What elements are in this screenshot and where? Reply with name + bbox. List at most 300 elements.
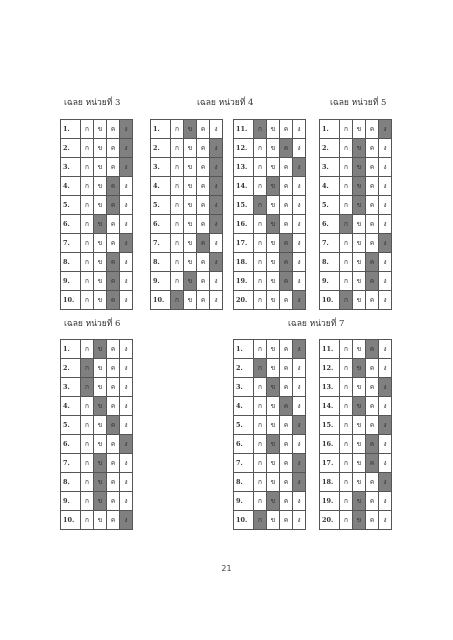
- answer-row: [61, 492, 133, 511]
- correct-choice-cell: ค: [366, 435, 379, 454]
- answer-row: [151, 158, 223, 177]
- choice-cell: ง: [379, 435, 392, 454]
- correct-choice-cell: ข: [184, 120, 197, 139]
- question-number: 4.: [151, 177, 171, 196]
- choice-cell: ค: [107, 158, 120, 177]
- correct-choice-cell: ข: [353, 139, 366, 158]
- answer-row: [61, 120, 133, 139]
- choice-cell: ค: [280, 473, 293, 492]
- choice-cell: ก: [340, 158, 353, 177]
- choice-cell: ก: [340, 253, 353, 272]
- choice-cell: ง: [379, 139, 392, 158]
- question-number: 19.: [234, 272, 254, 291]
- correct-choice-cell: ง: [379, 378, 392, 397]
- correct-choice-cell: ง: [293, 454, 306, 473]
- question-number: 14.: [320, 397, 340, 416]
- choice-cell: ก: [340, 234, 353, 253]
- choice-cell: ง: [120, 454, 133, 473]
- answer-row: [151, 177, 223, 196]
- question-number: 18.: [234, 253, 254, 272]
- choice-cell: ค: [280, 340, 293, 359]
- choice-cell: ค: [366, 473, 379, 492]
- choice-cell: ก: [340, 359, 353, 378]
- choice-cell: ง: [293, 139, 306, 158]
- correct-choice-cell: ข: [267, 215, 280, 234]
- question-number: 9.: [61, 492, 81, 511]
- choice-cell: ข: [267, 139, 280, 158]
- answer-row: [61, 272, 133, 291]
- choice-cell: ง: [379, 253, 392, 272]
- question-number: 10.: [320, 291, 340, 310]
- correct-choice-cell: ข: [94, 397, 107, 416]
- answer-row: [234, 492, 306, 511]
- choice-cell: ข: [94, 378, 107, 397]
- question-number: 16.: [320, 435, 340, 454]
- choice-cell: ข: [353, 234, 366, 253]
- choice-cell: ก: [340, 177, 353, 196]
- answer-row: [320, 454, 392, 473]
- question-number: 10.: [234, 511, 254, 530]
- question-number: 11.: [234, 120, 254, 139]
- choice-cell: ค: [280, 378, 293, 397]
- choice-cell: ค: [366, 511, 379, 530]
- choice-cell: ค: [366, 215, 379, 234]
- correct-choice-cell: ค: [107, 272, 120, 291]
- question-number: 3.: [61, 158, 81, 177]
- choice-cell: ง: [379, 177, 392, 196]
- question-number: 12.: [320, 359, 340, 378]
- question-number: 6.: [61, 435, 81, 454]
- choice-cell: ค: [366, 177, 379, 196]
- correct-choice-cell: ค: [107, 196, 120, 215]
- question-number: 6.: [61, 215, 81, 234]
- question-number: 4.: [61, 397, 81, 416]
- choice-cell: ก: [81, 234, 94, 253]
- correct-choice-cell: ค: [280, 397, 293, 416]
- choice-cell: ก: [254, 378, 267, 397]
- choice-cell: ข: [267, 158, 280, 177]
- choice-cell: ค: [107, 511, 120, 530]
- choice-cell: ง: [379, 454, 392, 473]
- choice-cell: ค: [197, 215, 210, 234]
- question-number: 2.: [320, 139, 340, 158]
- correct-choice-cell: ง: [120, 435, 133, 454]
- correct-choice-cell: ง: [379, 416, 392, 435]
- question-number: 5.: [320, 196, 340, 215]
- answer-row: [234, 359, 306, 378]
- choice-cell: ข: [353, 378, 366, 397]
- unit-4-title: เฉลย หน่วยที่ 4: [197, 98, 254, 108]
- choice-cell: ข: [353, 120, 366, 139]
- choice-cell: ค: [280, 511, 293, 530]
- question-number: 5.: [61, 196, 81, 215]
- choice-cell: ค: [197, 253, 210, 272]
- correct-choice-cell: ข: [353, 397, 366, 416]
- choice-cell: ค: [197, 196, 210, 215]
- question-number: 18.: [320, 473, 340, 492]
- question-number: 6.: [234, 435, 254, 454]
- answer-row: [320, 416, 392, 435]
- answer-row: [61, 473, 133, 492]
- choice-cell: ง: [293, 397, 306, 416]
- answer-row: [320, 291, 392, 310]
- choice-cell: ก: [171, 215, 184, 234]
- choice-cell: ก: [254, 253, 267, 272]
- choice-cell: ง: [293, 177, 306, 196]
- correct-choice-cell: ง: [379, 120, 392, 139]
- unit-5-title: เฉลย หน่วยที่ 5: [330, 98, 387, 108]
- answer-row: [320, 158, 392, 177]
- choice-cell: ง: [120, 492, 133, 511]
- choice-cell: ก: [254, 272, 267, 291]
- question-number: 2.: [234, 359, 254, 378]
- correct-choice-cell: ค: [107, 253, 120, 272]
- answer-row: [234, 473, 306, 492]
- choice-cell: ก: [171, 272, 184, 291]
- answer-row: [320, 215, 392, 234]
- choice-cell: ข: [94, 253, 107, 272]
- choice-cell: ก: [171, 158, 184, 177]
- choice-cell: ข: [94, 511, 107, 530]
- choice-cell: ง: [379, 196, 392, 215]
- choice-cell: ก: [340, 120, 353, 139]
- question-number: 8.: [61, 253, 81, 272]
- unit-3-title: เฉลย หน่วยที่ 3: [64, 98, 121, 108]
- answer-row: [320, 492, 392, 511]
- choice-cell: ก: [81, 492, 94, 511]
- choice-cell: ค: [280, 120, 293, 139]
- question-number: 17.: [320, 454, 340, 473]
- choice-cell: ก: [340, 454, 353, 473]
- choice-cell: ก: [81, 511, 94, 530]
- choice-cell: ง: [293, 378, 306, 397]
- choice-cell: ก: [340, 196, 353, 215]
- choice-cell: ค: [107, 492, 120, 511]
- choice-cell: ก: [81, 158, 94, 177]
- choice-cell: ก: [81, 291, 94, 310]
- unit-6-answer-table: [60, 339, 133, 530]
- answer-row: [234, 215, 306, 234]
- choice-cell: ค: [366, 378, 379, 397]
- choice-cell: ค: [280, 215, 293, 234]
- choice-cell: ก: [254, 454, 267, 473]
- answer-row: [61, 359, 133, 378]
- correct-choice-cell: ข: [353, 177, 366, 196]
- correct-choice-cell: ง: [210, 253, 223, 272]
- choice-cell: ก: [254, 291, 267, 310]
- choice-cell: ข: [184, 139, 197, 158]
- choice-cell: ก: [81, 397, 94, 416]
- correct-choice-cell: ข: [267, 492, 280, 511]
- answer-row: [61, 454, 133, 473]
- choice-cell: ค: [107, 359, 120, 378]
- choice-cell: ค: [107, 435, 120, 454]
- choice-cell: ก: [171, 253, 184, 272]
- correct-choice-cell: ง: [293, 291, 306, 310]
- choice-cell: ก: [81, 120, 94, 139]
- choice-cell: ง: [210, 120, 223, 139]
- answer-row: [320, 340, 392, 359]
- choice-cell: ก: [81, 454, 94, 473]
- question-number: 1.: [320, 120, 340, 139]
- choice-cell: ง: [120, 416, 133, 435]
- question-number: 3.: [234, 378, 254, 397]
- choice-cell: ก: [254, 473, 267, 492]
- answer-row: [234, 378, 306, 397]
- choice-cell: ข: [184, 158, 197, 177]
- choice-cell: ก: [81, 177, 94, 196]
- choice-cell: ข: [267, 196, 280, 215]
- answer-row: [151, 272, 223, 291]
- question-number: 8.: [320, 253, 340, 272]
- choice-cell: ข: [267, 416, 280, 435]
- choice-cell: ก: [340, 492, 353, 511]
- answer-row: [61, 177, 133, 196]
- choice-cell: ง: [293, 253, 306, 272]
- choice-cell: ข: [267, 511, 280, 530]
- correct-choice-cell: ง: [379, 473, 392, 492]
- correct-choice-cell: ข: [94, 473, 107, 492]
- correct-choice-cell: ก: [81, 359, 94, 378]
- choice-cell: ข: [267, 272, 280, 291]
- correct-choice-cell: ข: [267, 435, 280, 454]
- choice-cell: ก: [81, 435, 94, 454]
- question-number: 7.: [61, 454, 81, 473]
- answer-row: [151, 139, 223, 158]
- answer-row: [320, 397, 392, 416]
- correct-choice-cell: ก: [340, 291, 353, 310]
- choice-cell: ค: [107, 234, 120, 253]
- choice-cell: ค: [366, 120, 379, 139]
- correct-choice-cell: ก: [254, 359, 267, 378]
- question-number: 1.: [61, 120, 81, 139]
- choice-cell: ข: [353, 291, 366, 310]
- question-number: 4.: [234, 397, 254, 416]
- choice-cell: ค: [107, 340, 120, 359]
- choice-cell: ง: [293, 511, 306, 530]
- choice-cell: ค: [366, 291, 379, 310]
- choice-cell: ข: [353, 253, 366, 272]
- choice-cell: ก: [81, 196, 94, 215]
- answer-row: [61, 158, 133, 177]
- choice-cell: ง: [120, 272, 133, 291]
- correct-choice-cell: ค: [366, 340, 379, 359]
- choice-cell: ค: [280, 359, 293, 378]
- answer-row: [234, 234, 306, 253]
- correct-choice-cell: ข: [94, 454, 107, 473]
- question-number: 16.: [234, 215, 254, 234]
- question-number: 5.: [61, 416, 81, 435]
- choice-cell: ค: [280, 291, 293, 310]
- choice-cell: ค: [366, 492, 379, 511]
- question-number: 5.: [234, 416, 254, 435]
- choice-cell: ข: [267, 253, 280, 272]
- question-number: 1.: [151, 120, 171, 139]
- choice-cell: ก: [81, 139, 94, 158]
- answer-row: [61, 397, 133, 416]
- choice-cell: ข: [267, 454, 280, 473]
- choice-cell: ค: [366, 196, 379, 215]
- question-number: 20.: [320, 511, 340, 530]
- choice-cell: ก: [340, 139, 353, 158]
- choice-cell: ข: [353, 416, 366, 435]
- unit-5-answer-table: [319, 119, 392, 310]
- choice-cell: ก: [340, 473, 353, 492]
- correct-choice-cell: ง: [293, 416, 306, 435]
- choice-cell: ง: [120, 340, 133, 359]
- choice-cell: ก: [340, 435, 353, 454]
- answer-row: [61, 340, 133, 359]
- question-number: 3.: [61, 378, 81, 397]
- choice-cell: ข: [267, 473, 280, 492]
- choice-cell: ก: [254, 177, 267, 196]
- choice-cell: ก: [81, 253, 94, 272]
- correct-choice-cell: ค: [280, 234, 293, 253]
- choice-cell: ข: [184, 196, 197, 215]
- question-number: 15.: [320, 416, 340, 435]
- choice-cell: ง: [379, 340, 392, 359]
- answer-row: [61, 435, 133, 454]
- choice-cell: ข: [267, 397, 280, 416]
- choice-cell: ค: [366, 359, 379, 378]
- choice-cell: ข: [94, 158, 107, 177]
- choice-cell: ข: [353, 272, 366, 291]
- choice-cell: ค: [107, 454, 120, 473]
- correct-choice-cell: ก: [171, 291, 184, 310]
- correct-choice-cell: ค: [197, 234, 210, 253]
- choice-cell: ข: [184, 253, 197, 272]
- choice-cell: ง: [379, 359, 392, 378]
- question-number: 8.: [151, 253, 171, 272]
- question-number: 4.: [320, 177, 340, 196]
- answer-row: [320, 234, 392, 253]
- correct-choice-cell: ง: [379, 234, 392, 253]
- choice-cell: ก: [254, 416, 267, 435]
- choice-cell: ข: [353, 454, 366, 473]
- choice-cell: ง: [293, 196, 306, 215]
- choice-cell: ง: [120, 196, 133, 215]
- choice-cell: ก: [340, 378, 353, 397]
- choice-cell: ก: [171, 196, 184, 215]
- answer-row: [320, 473, 392, 492]
- unit-4-answer-table-2: [233, 119, 306, 310]
- choice-cell: ก: [254, 397, 267, 416]
- choice-cell: ค: [366, 416, 379, 435]
- answer-row: [320, 272, 392, 291]
- choice-cell: ข: [94, 177, 107, 196]
- answer-row: [320, 120, 392, 139]
- question-number: 13.: [320, 378, 340, 397]
- choice-cell: ค: [107, 215, 120, 234]
- question-number: 14.: [234, 177, 254, 196]
- correct-choice-cell: ง: [120, 120, 133, 139]
- question-number: 15.: [234, 196, 254, 215]
- question-number: 3.: [320, 158, 340, 177]
- correct-choice-cell: ก: [254, 511, 267, 530]
- answer-row: [234, 435, 306, 454]
- choice-cell: ข: [94, 234, 107, 253]
- question-number: 1.: [61, 340, 81, 359]
- choice-cell: ก: [340, 397, 353, 416]
- choice-cell: ค: [280, 454, 293, 473]
- choice-cell: ข: [94, 272, 107, 291]
- choice-cell: ง: [120, 359, 133, 378]
- correct-choice-cell: ง: [210, 177, 223, 196]
- choice-cell: ค: [366, 158, 379, 177]
- choice-cell: ง: [120, 397, 133, 416]
- correct-choice-cell: ก: [254, 196, 267, 215]
- choice-cell: ก: [254, 234, 267, 253]
- correct-choice-cell: ง: [120, 158, 133, 177]
- choice-cell: ก: [254, 139, 267, 158]
- question-number: 6.: [151, 215, 171, 234]
- choice-cell: ง: [379, 158, 392, 177]
- choice-cell: ค: [366, 234, 379, 253]
- correct-choice-cell: ค: [280, 139, 293, 158]
- correct-choice-cell: ข: [353, 492, 366, 511]
- answer-row: [234, 291, 306, 310]
- choice-cell: ก: [254, 215, 267, 234]
- correct-choice-cell: ง: [120, 234, 133, 253]
- correct-choice-cell: ก: [81, 378, 94, 397]
- question-number: 10.: [61, 291, 81, 310]
- choice-cell: ก: [81, 473, 94, 492]
- question-number: 20.: [234, 291, 254, 310]
- answer-row: [61, 291, 133, 310]
- choice-cell: ก: [171, 120, 184, 139]
- answer-row: [234, 511, 306, 530]
- choice-cell: ค: [107, 378, 120, 397]
- choice-cell: ค: [280, 435, 293, 454]
- correct-choice-cell: ข: [353, 511, 366, 530]
- choice-cell: ง: [293, 120, 306, 139]
- question-number: 3.: [151, 158, 171, 177]
- answer-row: [234, 158, 306, 177]
- choice-cell: ง: [293, 272, 306, 291]
- choice-cell: ค: [280, 492, 293, 511]
- answer-row: [234, 272, 306, 291]
- answer-row: [320, 139, 392, 158]
- answer-row: [61, 196, 133, 215]
- answer-row: [234, 120, 306, 139]
- choice-cell: ง: [379, 215, 392, 234]
- unit-6-title: เฉลย หน่วยที่ 6: [64, 319, 121, 329]
- answer-row: [234, 454, 306, 473]
- correct-choice-cell: ก: [340, 215, 353, 234]
- correct-choice-cell: ง: [120, 139, 133, 158]
- choice-cell: ข: [353, 340, 366, 359]
- question-number: 2.: [61, 359, 81, 378]
- unit-4-answer-table-1: [150, 119, 223, 310]
- choice-cell: ข: [184, 291, 197, 310]
- answer-row: [151, 215, 223, 234]
- choice-cell: ง: [379, 511, 392, 530]
- choice-cell: ง: [293, 359, 306, 378]
- choice-cell: ข: [267, 234, 280, 253]
- correct-choice-cell: ข: [184, 272, 197, 291]
- choice-cell: ค: [197, 272, 210, 291]
- correct-choice-cell: ค: [366, 272, 379, 291]
- choice-cell: ค: [107, 120, 120, 139]
- choice-cell: ข: [267, 291, 280, 310]
- unit-7-answer-table-1: [233, 339, 306, 530]
- choice-cell: ข: [353, 435, 366, 454]
- question-number: 13.: [234, 158, 254, 177]
- correct-choice-cell: ง: [293, 158, 306, 177]
- answer-row: [320, 511, 392, 530]
- choice-cell: ก: [340, 416, 353, 435]
- answer-row: [320, 177, 392, 196]
